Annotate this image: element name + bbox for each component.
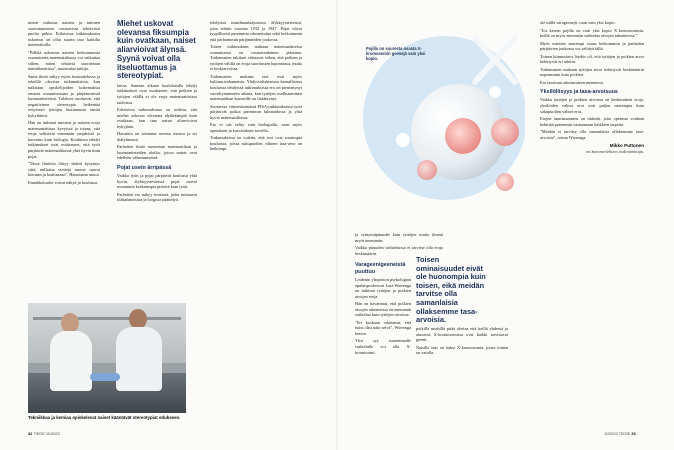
page-gutter [336,0,338,450]
page-number: 33 [631,431,636,436]
paragraph: "Tässä ilmiöön liittyy tärkeä kysymys siitä, millaisia viestejä nuoret saavat kotoaan ja koulustaan", Hausmann sanoo. [28,161,100,178]
paragraph: Tutkimuksissa on todettu, että erot ovat suurimpia kouluissa, joissa sukupuolten välinen tasa-arvo on heikompi. [210,135,302,152]
left-col-2 [117,20,197,308]
cell [496,173,514,191]
right-folio [604,431,636,436]
issue-number: 11/2023 [604,431,618,436]
right-col-1-top [355,232,443,256]
paragraph: Tutkimusten mukaan erot ovat myös kulttuurisidonnaisia. Yhdysvaltalaisissa kansallisissa kouluissa tehdyissä tutkimuksissa ero on pienentynyt vuosikymmenten aikana, kun tyttöjen osallistuminen matematiikan kursseille on lisääntynyt. [210,73,302,102]
paragraph: "Eri koskaan odottanut, että tulos olisi näin selvä", Wierenga kertoo. [355,319,411,336]
paragraph: Yksi syy suuremmalle vaihtelulle voi olla X-kromosomi. [355,338,411,355]
subheading: Varageenigeeneistä puuttuu [355,262,406,275]
cell [445,118,481,154]
paragraph: Vaikka tytöt ja pojat pärjäävät koulussa yhtä hyvin, älykkyystesteissä pojat saavat useammin korkeampia pisteitä kuin tytöt. [117,173,197,190]
paragraph: Ero ei siis selity vain biologialla, vaan myös opetuksen ja kasvatuksen tavoilla. [210,122,302,133]
paragraph: Naisilla taas on kaksi X-kromosomia, joista toinen on varalla. [416,344,508,356]
pull-quote: Miehet uskovat olevansa fiksumpia kuin ovatkaan, naiset aliarvioivat älynsä. Syynä voivat olla itseluottamus ja stereotypiat. [117,20,196,81]
subheading: Yksilöllisyys ja tasa-arvoisuus [540,89,618,96]
paragraph: Toisen tutkimuksen mukaan matemaattisessa osaamisessa on vastaavanlainen jakauma. Tutkimusten tulokset viittaavat siihen, että poikien ja tyttöjen välillä on eroja suoritusten hajonnassa, mutta ei keskiarvoissa. [210,44,302,72]
lab-coat [50,331,92,391]
left-folio [28,431,60,436]
glove [90,373,120,381]
subheading: Pojat usein ärripässä [117,165,172,172]
paragraph: Havainto on toistunut useissa maissa ja eri ikäryhmissä. [117,131,197,142]
photo-shelf [33,317,181,320]
bubble [396,133,410,147]
student-head [61,313,79,333]
paragraph: Erojen tunnistaminen on tärkeää, jotta opetusta voidaan kehittää paremmin vastaamaan kaikkien tarpeita. [540,116,644,127]
right-col-2 [416,326,508,428]
paragraph: Parhaiten ilmiö tunnetaan matematiikan ja luonnontieteiden aloilta, joissa naiset ovat edelleen vähemmistönä. [117,144,197,161]
photo-caption: Tekniikkaa ja kemiaa opiskelevat naiset kääntävät stereotypiat edukseen. [28,415,181,420]
paragraph: Ero tasoittuu aikuisuuteen mennessä. [540,79,604,85]
paragraph: Sama ilmiö näkyy myös haastattelussa ja tekeillä olevissa tutkimuksissa, kun tutkitaan opiskelijoiden kokemuksia omasta osaamisestaan ja pärjäämisestä luonnontieteissä. Tulokset osoittavat, että negatiivinen stereotypia heikentää erityisesti tyttöjen luottamusta omiin kykyihinsä. [28,73,100,118]
right-col-1 [355,258,411,428]
paragraph: Hän on tutkinut miesten ja naisten eroja matemaattisissa kyvyissä ja toteaa, että eroja selittävät enemmän ympäristö ja kasvatus kuin biologia. Kouluissa tehdyt tutkimukset ovat osoittaneet, että tytöt pärjäävät matematiikassa yhtä hyvin kuin pojat. [28,120,100,159]
paragraph: Tutkimusten mukaan tyttöjen aivot kehittyvät keskimäärin nopeammin kuin poikien. [540,66,644,78]
left-col-1 [28,20,100,308]
paragraph: Vaikka tyttöjen ja poikien aivoissa on keskimäärin eroja, yksilöiden väliset erot ovat paljon suurempia kuin sukupuolten väliset erot. [540,97,644,114]
paragraph: "Pelkkä uskomus naisten heikommasta osaamisesta matematiikassa voi vaikuttaa siihen, miten tehtäviä suoritetaan tenttitilanteissa", muistuttaa tutkija. [28,49,100,72]
paragraph: Myös miesten suurempi osuus heikoimmin ja parhaiten pärjäävien joukossa voi selittyä tällä. [540,40,644,52]
author-name: Mikko Puttonen [609,143,644,149]
left-col-3 [210,20,302,430]
lab-photo [28,303,186,413]
paragraph: poikilla miehillä pitää olettaa että heillä yhdessä ja ainoassa X-kromosomissa ovat kaikki tarvittavat geenit. [416,326,508,343]
paragraph: Vaikka pituuden vaihteluissa ei tarvitse olla eroja keskimäärin. [355,245,443,256]
paragraph: Hän on havainnut, että poikien aivojen rakenteissa on enemmän vaihtelua kuin tyttöjen aivoissa. [355,301,411,318]
cell [491,118,519,146]
bubble [489,86,501,98]
paragraph: Leidenin yliopiston psykologian apulaisprofessori Lara Wierenga on tutkinut tyttöjen ja poikien aivojen eroja. [355,277,411,299]
paragraph: Erilaisissa tutkimuksissa on todettu, että miehet uskovat olevansa älykkäämpiä kuin ovatkaan, kun taas naiset aliarvioivat kykyjään. [117,107,197,129]
magazine-name: TIEDE [33,431,45,436]
paragraph: ja syntymäpituudet kuin tyttöjen mutta ilmeni myös enemmän. [355,232,443,243]
paragraph: Ennakkoluulot voivat näkyä jo koulussa. [28,179,99,185]
author-role: on Sanoma-lehtien tiedetoimittaja. [585,148,644,154]
right-col-3 [540,20,644,430]
pull-quote: Toisen ominaisuudet eivät ole huonompia kuin toisen, eikä meidän tarvitse olla samanlaisia ollaksemme tasa-arvoisia. [416,255,486,325]
paragraph: "Meidän ei tarvitse olla samanlaisia ollaksemme tasa-arvoisia", toteaa Wierenga. [540,129,644,140]
paragraph: Suomessa viimeisimmässä PISA-tutkimuksessa tytöt pärjäsivät poikia paremmin lukutaidossa ja yhtä hyvin matematiikassa. [210,103,302,120]
paragraph: misen vaikutus naisten ja miesten suoriutumiseen vastaavissa tehtävissä puolta pitkin. Erilaisissa tutkimuksissa uskomus on ollut suurin taso kaikilla tieteenaloilla. [28,20,100,48]
page-number: 32 [28,431,33,436]
student-head [129,309,147,329]
paragraph: Toinen kiinnostava löydös oli, että tyttöjen ja poikien aivot kehittyvät eri tahtiin. [540,53,644,65]
magazine-name: TIEDE [618,431,631,436]
illustration-label: Pojilla on suuresta osasta X-kromosomin geenejä vain yksi kopio. [366,46,426,61]
cell [417,160,437,180]
paragraph: "Jos kerran pojilla on vain yksi kopio X-kromosomista, heillä on myös enemmän vaihtelua aivojen rakenteessa." [540,27,644,39]
issue-number: 11/2023 [45,431,60,436]
paragraph: laissa. Samaan aikaan koululaisilla tehdyt tutkimukset ovat osoittaneet, että poikien ja tyttöjen välillä ei ole eroja matemaattisissa taidoissa. [117,82,197,105]
paragraph: ole niillä varageenejä, vaan vain yksi kopio. [540,20,616,25]
paragraph: Parhaiten ero näkyy testeissä, jotka mittaavat tilahahmotusta ja loogista päättelyä. [117,191,197,203]
lab-coat [116,327,162,391]
paragraph: tehdyissä maailmanlaajuisissa älykkyystesteissä, joita tehtiin vuosina 1932 ja 1947. Pojat olivat tyypillisesti paremmin edustettuina sekä heikoimmin että parhaimmin pärjänneiden joukossa. [210,20,302,42]
